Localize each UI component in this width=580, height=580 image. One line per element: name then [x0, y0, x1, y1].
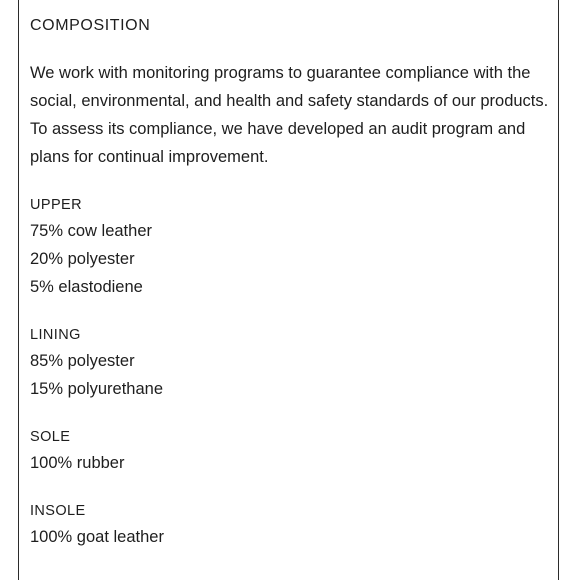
material-item: 15% polyurethane — [30, 380, 164, 398]
material-item: 100% rubber — [30, 454, 125, 472]
material-item: 20% polyester — [30, 250, 135, 268]
section-title-insole: INSOLE — [30, 503, 86, 519]
section-title-lining: LINING — [30, 327, 81, 343]
section-insole — [30, 499, 555, 551]
material-item: 5% elastodiene — [30, 278, 143, 296]
section-title-upper: UPPER — [30, 197, 82, 213]
material-item: 100% goat leather — [30, 528, 164, 546]
composition-content — [30, 15, 555, 551]
material-item: 85% polyester — [30, 352, 135, 370]
composition-panel — [18, 0, 559, 580]
intro-paragraph: We work with monitoring programs to guarantee compliance with the social, environmental, and health and safety standards of our products. To assess its compliance, we have developed an audit program and plans for continual improvement. — [30, 64, 549, 166]
section-sole — [30, 425, 555, 477]
page-title: COMPOSITION — [30, 17, 151, 34]
section-lining — [30, 323, 555, 403]
section-upper — [30, 193, 555, 301]
material-item: 75% cow leather — [30, 222, 152, 240]
section-title-sole: SOLE — [30, 429, 71, 445]
